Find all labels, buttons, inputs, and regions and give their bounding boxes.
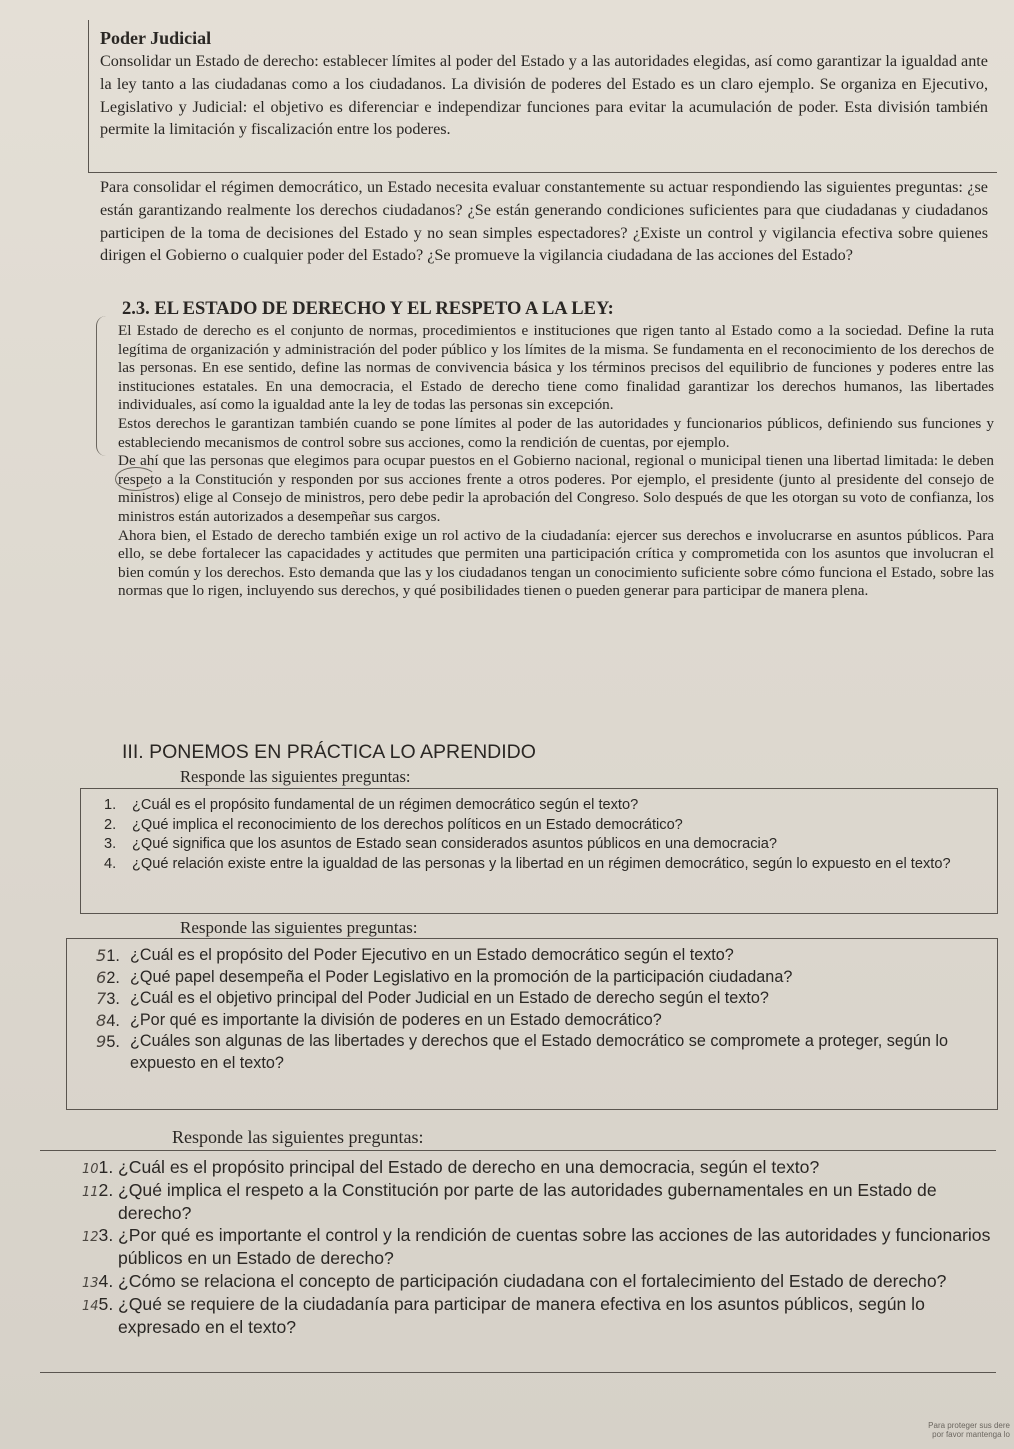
handwritten-number: 8 (96, 1010, 107, 1030)
poder-judicial-section (100, 27, 988, 141)
question-group-2 (96, 945, 990, 1074)
corner-note-line-1: Para proteger sus dere (928, 1421, 1010, 1430)
consolidar-text: Para consolidar el régimen democrático, un Estado necesita evaluar constantemente su actuar respondiendo las siguientes preguntas: ¿se están garantizando realmente los derechos ciudadanos? ¿Se están generando condiciones suficientes para que ciudadanas y ciudadanos participen de la toma de decisiones del Estado y no sean simples espectadores? ¿Existe un control y vigilancia efectiva sobre quienes dirigen el Gobierno o cualquier poder del Estado? ¿Se promueve la vigilancia ciudadana de las acciones del Estado? (100, 178, 988, 265)
handwritten-number: 9 (96, 1032, 107, 1051)
handwritten-number: 10 (82, 1162, 99, 1177)
question-text: ¿Por qué es importante la división de poderes en un Estado democrático? (130, 1010, 662, 1029)
poder-judicial-text: Consolidar un Estado de derecho: establecer límites al poder del Estado y a las autoridades elegidas, así como garantizar la igualdad ante la ley tanto a las ciudadanas como a los ciudadanos. La división de poderes del Estado es un claro ejemplo. Se organiza en Ejecutivo, Legislativo y Judicial: el objetivo es diferenciar e independizar funciones para evitar la acumulación de poder. Esta división también permite la limitación y fiscalización entre los poderes. (100, 52, 988, 139)
question-text: ¿Cómo se relaciona el concepto de participación ciudadana con el fortalecimiento del Estado de derecho? (118, 1270, 947, 1291)
handwritten-number: 14 (82, 1298, 99, 1314)
question-text: ¿Cuáles son algunas de las libertades y derechos que el Estado democrático se compromete a proteger, según lo expuesto en el texto? (130, 1032, 948, 1072)
corner-note-line-2: por favor mantenga lo (932, 1430, 1010, 1439)
question-number: 2. (104, 816, 117, 833)
consolidar-section (100, 176, 988, 267)
handwritten-number: 6 (96, 967, 107, 987)
question-item (82, 1270, 994, 1293)
handwritten-number: 11 (82, 1184, 99, 1200)
handwritten-number: 12 (82, 1230, 99, 1246)
question-text: ¿Qué papel desempeña el Poder Legislativo en la promoción de la participación ciudadana? (130, 967, 793, 986)
question-item (96, 988, 990, 1010)
question-number: 95. (96, 1032, 120, 1051)
section-estado-derecho (118, 298, 994, 601)
estado-derecho-paragraph-4: Ahora bien, el Estado de derecho también exige un rol activo de la ciudadanía: ejercer sus derechos e involucrarse en asuntos públicos. Para ello, se debe fortalecer las capacidades y actitudes que permiten una participación crítica y comprometida con los asuntos que involucran el bien común y los derechos. Esto demanda que las y los ciudadanos tengan un conocimiento suficiente sobre cómo funciona el Estado, sobre las normas que lo rigen, incluyendo sus derechos, y qué posibilidades tienen o pueden generar para participar de manera plena. (118, 526, 994, 600)
question-item (102, 796, 982, 816)
question-group-3-rule (40, 1150, 996, 1151)
question-number: 1. (104, 797, 117, 813)
question-number: 112. (82, 1179, 114, 1200)
question-item (96, 967, 990, 989)
question-text: ¿Qué significa que los asuntos de Estado sean considerados asuntos públicos en una democracia? (132, 836, 777, 853)
question-item (96, 1031, 990, 1074)
question-group-3-bottom-rule (40, 1372, 996, 1373)
question-item (82, 1156, 994, 1179)
question-text: ¿Qué implica el reconocimiento de los derechos políticos en un Estado democrático? (132, 816, 683, 833)
handwritten-number: 13 (82, 1275, 99, 1291)
question-text: ¿Cuál es el propósito fundamental de un régimen democrático según el texto? (132, 797, 639, 813)
question-number: 51. (96, 946, 120, 965)
poder-judicial-title: Poder Judicial (100, 28, 212, 48)
question-number: 123. (82, 1225, 114, 1246)
question-item (82, 1224, 994, 1270)
estado-derecho-paragraph-3: De ahí que las personas que elegimos para ocupar puestos en el Gobierno nacional, regional o municipal tienen una libertad limitada: le deben respeto a la Constitución y responden por sus acciones frente a otros poderes. Por ejemplo, el presidente (junto al presidente del consejo de ministros) elige al Consejo de ministros, pero debe pedir la aprobación del Congreso. Solo después de que les otorgan su voto de confianza, los ministros están autorizados a desempeñar sus cargos. (118, 452, 994, 525)
question-number: 134. (82, 1270, 114, 1291)
question-group-2-prompt: Responde las siguientes preguntas: (180, 918, 418, 937)
estado-derecho-paragraph-2: Estos derechos le garantizan también cuando se pone límites al poder de las autoridades y funcionarios públicos, definiendo sus funciones y estableciendo mecanismos de control sobre sus acciones, como la rendición de cuentas, por ejemplo. (118, 414, 994, 451)
question-number: 101. (82, 1157, 114, 1177)
question-number: 145. (82, 1293, 114, 1314)
question-text: ¿Qué implica el respeto a la Constitución por parte de las autoridades gubernamentales en un Estado de derecho? (118, 1179, 937, 1223)
question-number: 62. (96, 967, 120, 987)
question-item (102, 835, 982, 855)
question-number: 73. (96, 989, 120, 1008)
question-group-3-prompt: Responde las siguientes preguntas: (172, 1127, 424, 1147)
estado-derecho-paragraph-1: El Estado de derecho es el conjunto de normas, procedimientos e instituciones que rigen tanto al Estado como a la sociedad. Define la ruta legítima de organización y administración del poder público y los límites de la misma. Se fundamenta en el reconocimiento de los derechos de las personas. En ese sentido, define las normas de convivencia básica y los términos precisos del equilibrio de funciones y poderes entre las instituciones estatales. En una democracia, el Estado de derecho tiene como finalidad garantizar los derechos humanos, las libertades individuales, así como la igualdad ante la ley de todas las personas sin excepción. (118, 322, 994, 414)
question-item (102, 855, 982, 875)
question-item (96, 1010, 990, 1032)
question-item (82, 1179, 994, 1225)
question-group-3 (82, 1156, 994, 1338)
question-text: ¿Qué relación existe entre la igualdad de las personas y la libertad en un régimen democrático, según lo expuesto en el texto? (132, 855, 951, 872)
handwritten-number: 7 (96, 989, 107, 1008)
question-number: 4. (104, 855, 117, 872)
question-group-1 (102, 796, 982, 874)
handwritten-number: 5 (96, 946, 107, 965)
question-number: 3. (104, 836, 117, 853)
section-estado-derecho-heading: 2.3. EL ESTADO DE DERECHO Y EL RESPETO A LA LEY: (122, 299, 614, 319)
corner-note (890, 1421, 1010, 1439)
practice-heading: III. PONEMOS EN PRÁCTICA LO APRENDIDO (122, 741, 536, 763)
question-number: 84. (96, 1010, 120, 1030)
question-item (96, 945, 990, 967)
question-item (102, 816, 982, 836)
question-text: ¿Cuál es el propósito principal del Estado de derecho en una democracia, según el texto? (118, 1157, 820, 1177)
question-item (82, 1293, 994, 1339)
question-group-1-prompt: Responde las siguientes preguntas: (180, 767, 411, 786)
question-text: ¿Qué se requiere de la ciudadanía para participar de manera efectiva en los asuntos públicos, según lo expresado en el texto? (118, 1293, 925, 1337)
pencil-bracket-mark (96, 316, 111, 456)
question-text: ¿Cuál es el propósito del Poder Ejecutivo en un Estado democrático según el texto? (130, 946, 734, 964)
question-text: ¿Por qué es importante el control y la rendición de cuentas sobre las acciones de las autoridades y funcionarios públicos en un Estado de derecho? (118, 1225, 991, 1269)
pencil-circle-mark (115, 467, 157, 491)
question-text: ¿Cuál es el objetivo principal del Poder Judicial en un Estado de derecho según el texto? (130, 989, 769, 1007)
